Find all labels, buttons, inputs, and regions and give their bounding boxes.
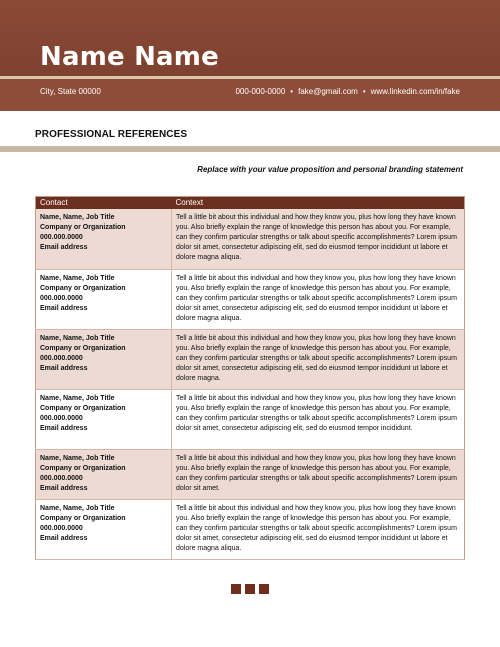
reference-name: Name, Name, Job Title (40, 334, 115, 342)
reference-context: Tell a little bit about this individual and how they know you, plus how long they have known you. Also briefly explain the range of knowledge this person has about you. For example, can they confirm particular strengths or talk about specific accomplishments? Lorem ipsum dolor sit amet, consectetur adipiscing elit, sed do eiusmod tempor incididunt ut labore et dolore magna aliqua. (172, 499, 465, 559)
reference-email: Email address (40, 244, 88, 251)
reference-organization: Company or Organization (40, 464, 126, 472)
column-header-context: Context (172, 197, 465, 210)
page-indicator-square (259, 584, 269, 594)
reference-phone: 000.000.0000 (40, 234, 83, 241)
reference-contact (36, 269, 172, 329)
bullet-separator: • (290, 87, 294, 96)
branding-statement: Replace with your value proposition and personal branding statement (197, 165, 463, 174)
table-row (36, 269, 465, 329)
column-header-contact: Contact (36, 197, 172, 210)
section-title: PROFESSIONAL REFERENCES (35, 129, 188, 140)
page-indicator-square (231, 584, 241, 594)
table-row (36, 449, 465, 499)
reference-organization: Company or Organization (40, 404, 126, 412)
table-row (36, 499, 465, 559)
table-row (36, 329, 465, 389)
reference-name: Name, Name, Job Title (40, 454, 115, 462)
table-row (36, 389, 465, 449)
reference-name: Name, Name, Job Title (40, 504, 115, 512)
reference-context: Tell a little bit about this individual and how they know you, plus how long they have known you. Also briefly explain the range of knowledge this person has about you. For example, can they confirm particular strengths or talk about specific accomplishments? Lorem ipsum dolor sit amet. (172, 449, 465, 499)
section-divider (0, 146, 500, 152)
reference-email: Email address (40, 364, 88, 372)
reference-contact (36, 449, 172, 499)
table-row (36, 209, 465, 269)
linkedin-url[interactable]: www.linkedin.com/in/fake (370, 87, 460, 96)
references-table (35, 196, 465, 560)
reference-context: Tell a little bit about this individual and how they know you, plus how long they have known you. Also briefly explain the range of knowledge this person has about you. For example, can they confirm particular strengths or talk about specific accomplishments? Lorem ipsum dolor sit amet, consectetur adipiscing elit, sed do eiusmod tempor incididunt ut labore et dolore magna. (172, 329, 465, 389)
reference-context: Tell a little bit about this individual and how they know you, plus how long they have known you. Also briefly explain the range of knowledge this person has about you. For example, can they confirm particular strengths or talk about specific accomplishments? Lorem ipsum dolor sit amet, consectetur adipiscing elit, sed do eiusmod tempor incididunt. (172, 389, 465, 449)
reference-phone: 000.000.0000 (40, 354, 83, 362)
reference-contact (36, 209, 172, 269)
reference-phone: 000.000.0000 (40, 474, 83, 482)
reference-organization: Company or Organization (40, 344, 126, 352)
reference-email: Email address (40, 424, 88, 432)
table-header-row (36, 197, 465, 210)
reference-name: Name, Name, Job Title (40, 214, 115, 221)
reference-contact (36, 329, 172, 389)
reference-email: Email address (40, 304, 88, 312)
page-indicator-square (245, 584, 255, 594)
city-state: City, State 00000 (40, 87, 101, 96)
reference-phone: 000.000.0000 (40, 524, 83, 532)
reference-organization: Company or Organization (40, 514, 126, 522)
reference-organization: Company or Organization (40, 284, 126, 292)
phone-number: 000-000-0000 (235, 87, 286, 96)
reference-name: Name, Name, Job Title (40, 274, 115, 282)
reference-email: Email address (40, 484, 88, 492)
email-address[interactable]: fake@gmail.com (298, 87, 358, 96)
reference-organization: Company or Organization (40, 224, 126, 231)
bullet-separator: • (362, 87, 366, 96)
reference-context: Tell a little bit about this individual and how they know you, plus how long they have known you. Also briefly explain the range of knowledge this person has about you. For example, can they confirm particular strengths or talk about specific accomplishments? Lorem ipsum dolor sit amet, consectetur adipiscing elit, sed do eiusmod tempor incididunt ut labore et dolore magna aliqua. (172, 209, 465, 269)
reference-name: Name, Name, Job Title (40, 394, 115, 402)
reference-contact (36, 389, 172, 449)
reference-context: Tell a little bit about this individual and how they know you, plus how long they have known you. Also briefly explain the range of knowledge this person has about you. For example, can they confirm particular strengths or talk about specific accomplishments? Lorem ipsum dolor sit amet, consectetur adipiscing elit, sed do eiusmod tempor incididunt ut labore et dolore magna aliqua. (172, 269, 465, 329)
reference-phone: 000.000.0000 (40, 294, 83, 302)
contact-info (235, 87, 460, 97)
reference-email: Email address (40, 534, 88, 542)
resume-name: Name Name (40, 42, 219, 72)
reference-phone: 000.000.0000 (40, 414, 83, 422)
reference-contact (36, 499, 172, 559)
